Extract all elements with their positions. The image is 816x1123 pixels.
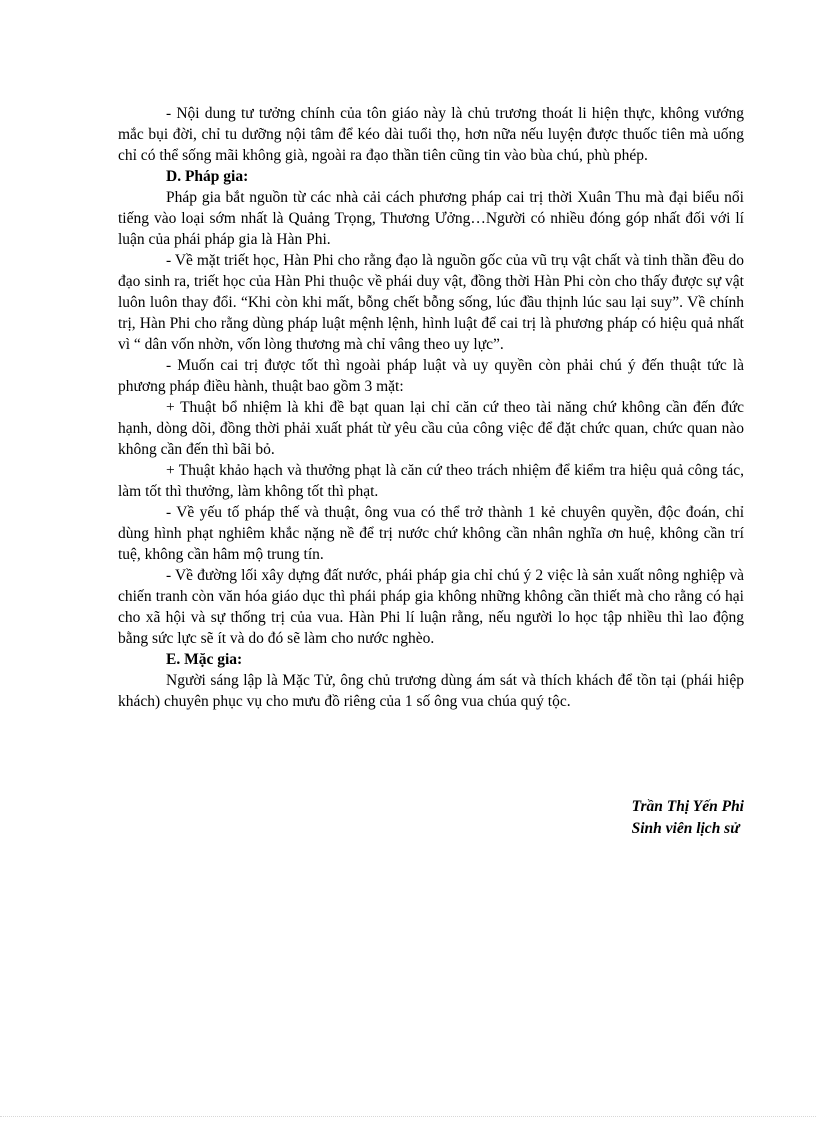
document-body [118,103,744,712]
paragraph-autocracy: - Về yếu tố pháp thế và thuật, ông vua có thể trở thành 1 kẻ chuyên quyền, độc đoán, chỉ dùng hình phạt nghiêm khắc nặng nề để trị nước chứ không cần nhân nghĩa ơn huệ, không cần trí tuệ, không cần hâm mộ trung tín. [118,504,744,563]
paragraph-mac-gia-founder: Người sáng lập là Mặc Tử, ông chủ trương dùng ám sát và thích khách để tồn tại (phái hiệp khách) chuyên phục vụ cho mưu đồ riêng của 1 số ông vua chúa quý tộc. [118,672,744,710]
signature-block [632,796,744,840]
paragraph-governance-methods: - Muốn cai trị được tốt thì ngoài pháp luật và uy quyền còn phải chú ý đến thuật tức là phương pháp điều hành, thuật bao gồm 3 mặt: [118,357,744,395]
section-heading-phap-gia: D. Pháp gia: [166,168,249,185]
paragraph-philosophy: - Về mặt triết học, Hàn Phi cho rằng đạo là nguồn gốc của vũ trụ vật chất và tinh thần đều do đạo sinh ra, triết học của Hàn Phi thuộc về phái duy vật, đồng thời Hàn Phi còn cho thấy được sự vật luôn luôn thay đổi. “Khi còn khi mất, bỗng chết bỗng sống, lúc đầu thịnh lúc sau lại suy”. Về chính trị, Hàn Phi cho rằng dùng pháp luật mệnh lệnh, hình luật để cai trị là phương pháp có hiệu quả nhất vì “ dân vốn nhờn, vốn lòng thương mà chỉ vâng theo uy lực”. [118,252,744,353]
paragraph-appointment-method: + Thuật bổ nhiệm là khi đề bạt quan lại chỉ căn cứ theo tài năng chứ không cần đến đức hạnh, dòng dõi, đồng thời phải xuất phát từ yêu cầu của công việc để đặt chức quan, chức quan nào không cần đến thì bãi bỏ. [118,399,744,458]
page-bottom-divider [0,1116,816,1117]
paragraph-nation-building: - Về đường lối xây dựng đất nước, phái pháp gia chỉ chú ý 2 việc là sản xuất nông nghiệp và chiến tranh còn văn hóa giáo dục thì phái pháp gia không những không cần thiết mà cho rằng có hại cho xã hội và sự thống trị của vua. Hàn Phi lí luận rằng, nếu người lo học tập nhiều thì lao động bằng sức lực sẽ ít và do đó sẽ làm cho nước nghèo. [118,567,744,647]
paragraph-phap-gia-origin: Pháp gia bắt nguồn từ các nhà cải cách phương pháp cai trị thời Xuân Thu mà đại biểu nổi tiếng vào loại sớm nhất là Quảng Trọng, Thương Ưởng…Người có nhiều đóng góp nhất đối với lí luận của phái pháp gia là Hàn Phi. [118,189,744,248]
paragraph-evaluation-method: + Thuật khảo hạch và thưởng phạt là căn cứ theo trách nhiệm để kiểm tra hiệu quả công tác, làm tốt thì thưởng, làm không tốt thì phạt. [118,462,744,500]
section-heading-mac-gia: E. Mặc gia: [166,651,243,668]
paragraph-taoism-content: - Nội dung tư tưởng chính của tôn giáo này là chủ trương thoát li hiện thực, không vướng mắc bụi đời, chỉ tu dưỡng nội tâm để kéo dài tuổi thọ, hơn nữa nếu luyện được thuốc tiên mà uống chỉ có thể sống mãi không già, ngoài ra đạo thần tiên cũng tin vào bùa chú, phù phép. [118,105,744,164]
author-name: Trần Thị Yến Phi [631,798,744,815]
author-role: Sinh viên lịch sử [631,820,740,837]
